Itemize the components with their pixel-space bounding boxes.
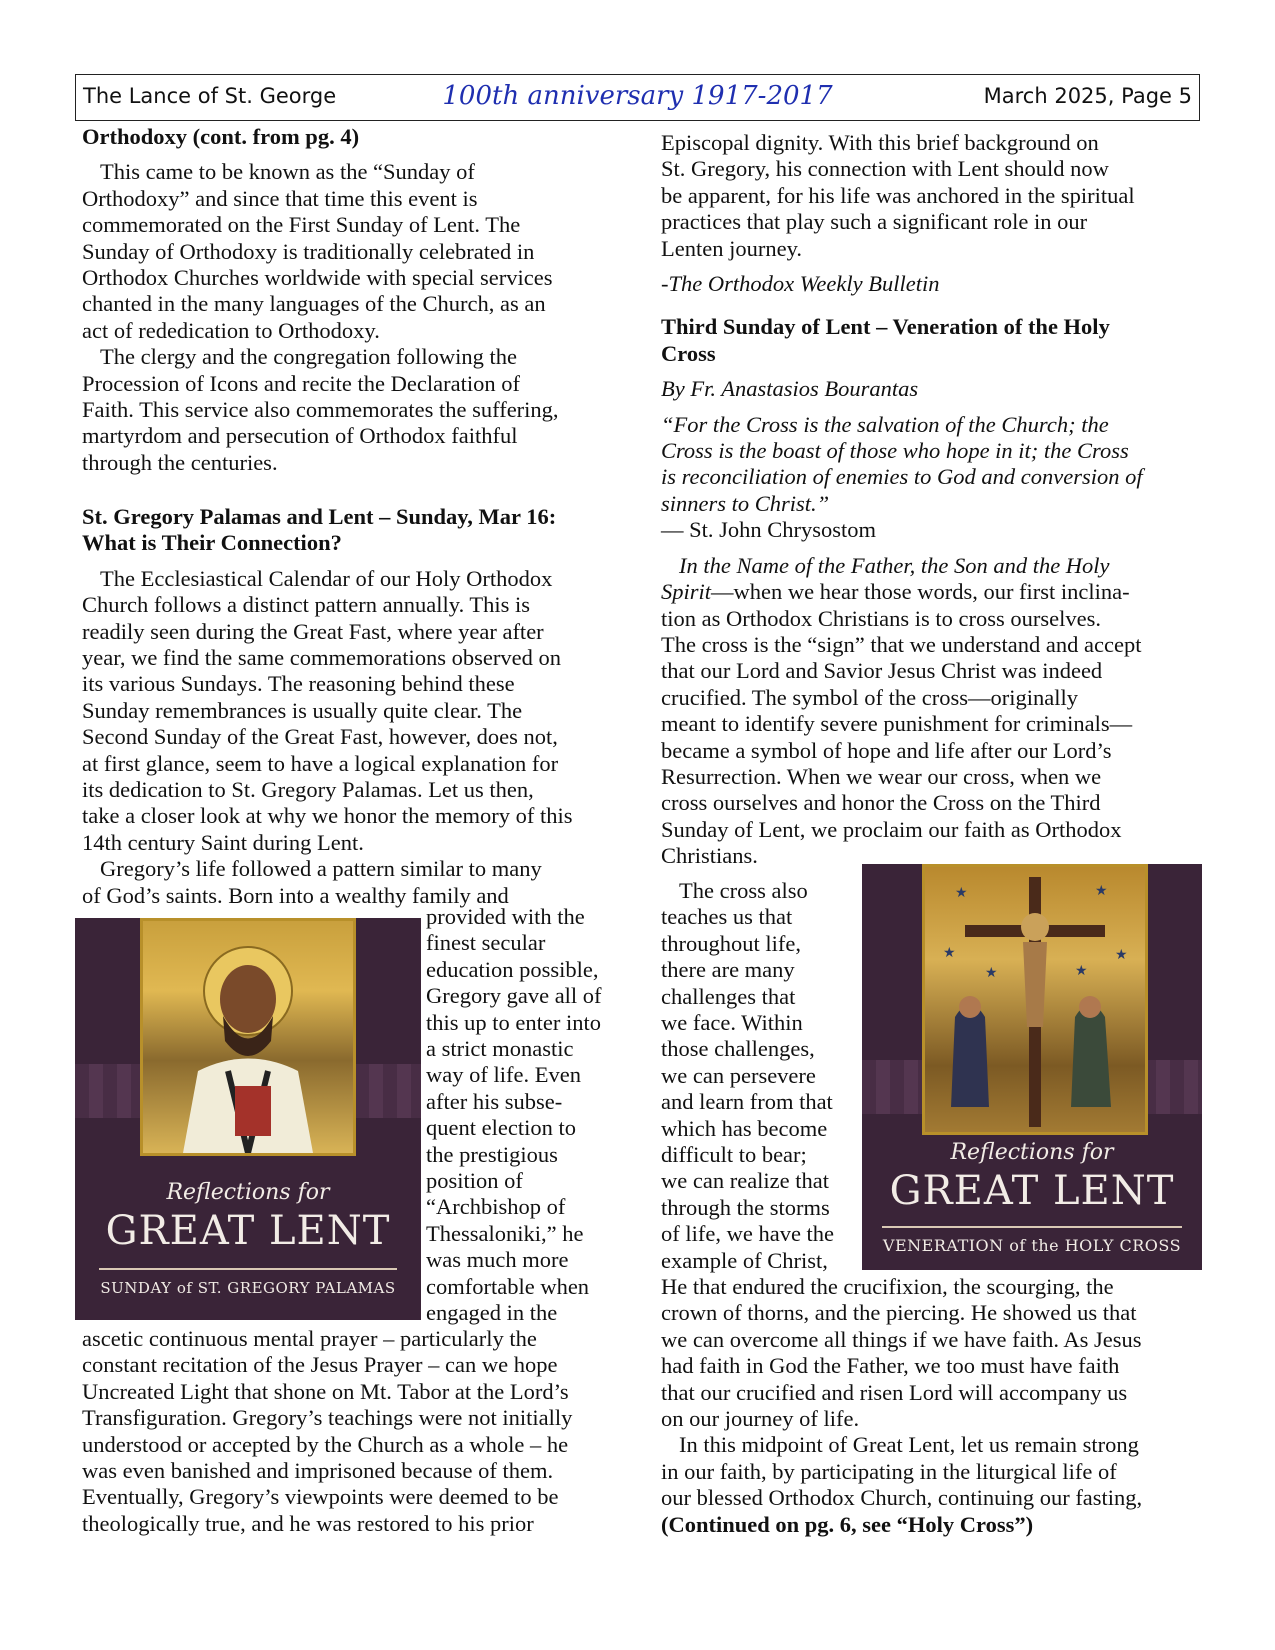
holy-cross-book-cover [862, 864, 1202, 1270]
svg-text:★: ★ [943, 946, 956, 961]
svg-text:★: ★ [1095, 884, 1108, 899]
chrysostom-quote: “For the Cross is the salvation of the Church; the Cross is the boast of those who hope in it; the Cross is reconciliation of enemies to God and conversion of sinners to Christ.” [661, 411, 1143, 516]
cover-reflections-label: Reflections for [950, 1140, 1114, 1165]
gregory-paragraph-2-top: Gregory’s life followed a pattern similar to many of God’s saints. Born into a wealthy family and [82, 856, 542, 908]
cross-figure-icon [925, 867, 1145, 1132]
issue-page: March 2025, Page 5 [983, 84, 1192, 108]
cross-wrap-text: The cross also teaches us that throughout life, there are many challenges that we face. Within those challenges, we can persevere and learn from that which has become difficult to bear; we can realize that through the storms of life, we have the example of Christ, [661, 878, 835, 1273]
cover-divider [882, 1226, 1182, 1228]
gregory-paragraph-1: The Ecclesiastical Calendar of our Holy Orthodox Church follows a distinct pattern annually. This is readily seen during the Great Fast, where year after year, we find the same commemorations observed on its various Sundays. The reasoning behind these Sunday remembrances is usually quite clear. The Second Sunday of the Great Fast, however, does not, at first glance, seem to have a logical explanation for its dedication to St. Gregory Palamas. Let us then, take a closer look at why we honor the memory of this 14th century Saint during Lent. [82, 565, 573, 855]
gregory-heading: St. Gregory Palamas and Lent – Sunday, Mar 16: What is Their Connection? [82, 504, 557, 556]
cover-title: GREAT LENT [105, 1208, 391, 1254]
crucifixion-icon-image [922, 864, 1148, 1135]
cross-bottom-text: He that endured the crucifixion, the scourging, the crown of thorns, and the piercing. He showed us that we can overcome all things if we have faith. As Jesus had faith in God the Father, we too must have faith that our crucified and risen Lord will accompany us on our journey of life. In this midpoint of Great Lent, let us remain strong in our faith, by participating in the liturgical life of our blessed Orthodox Church, continuing our fasting, (Continued on pg. 6, see “Holy Cross”) [661, 1274, 1209, 1538]
svg-text:★: ★ [1115, 948, 1128, 963]
right-column-top [661, 130, 1209, 870]
cover-divider [99, 1268, 397, 1270]
gregory-article [82, 504, 627, 909]
quote-author: — St. John Chrysostom [661, 517, 877, 543]
byline: By Fr. Anastasios Bourantas [661, 376, 919, 402]
st-gregory-icon-image [140, 918, 356, 1156]
svg-text:★: ★ [955, 886, 968, 901]
cover-subtitle: VENERATION of the HOLY CROSS [882, 1236, 1182, 1255]
svg-text:★: ★ [1075, 964, 1088, 979]
cover-subtitle: SUNDAY of ST. GREGORY PALAMAS [100, 1279, 396, 1297]
gregory-wrap-text: provided with the finest secular education possible, Gregory gave all of this up to enter into a strict monastic way of life. Even after his subse- quent election to the prestigious position of “Archbishop of Thessaloniki,” he was much more comfortable when engaged in the [426, 904, 602, 1326]
gregory-conclusion: Episcopal dignity. With this brief background on St. Gregory, his connection with Lent should now be apparent, for his life was anchored in the spiritual practices that play such a significant role in our Lenten journey. [661, 130, 1135, 261]
svg-text:★: ★ [985, 966, 998, 981]
left-column-top [82, 124, 627, 476]
article-source: -The Orthodox Weekly Bulletin [661, 271, 940, 297]
saint-figure-icon [143, 921, 353, 1153]
cover-reflections-label: Reflections for [166, 1180, 330, 1205]
continued-heading: Orthodoxy (cont. from pg. 4) [82, 124, 360, 149]
cover-title: GREAT LENT [889, 1168, 1175, 1214]
gregory-bottom-text: ascetic continuous mental prayer – particularly the constant recitation of the Jesus Prayer – can we hope Uncreated Light that shone on Mt. Tabor at the Lord’s Transfiguration. Gregory’s teachings were not initially understood or accepted by the Church as a whole – he was even banished and imprisoned because of them. Eventually, Gregory’s viewpoints were deemed to be theologically true, and he was restored to his prior [82, 1326, 573, 1536]
cross-paragraph-final: In this midpoint of Great Lent, let us remain strong in our faith, by participating in the liturgical life of our blessed Orthodox Church, continuing our fasting, [661, 1432, 1143, 1511]
page-header [75, 74, 1200, 121]
orthodoxy-paragraph-2: The clergy and the congregation following the Procession of Icons and recite the Declaration of Faith. This service also commemorates the suffering, martyrdom and persecution of Orthodox faithful through the centuries. [82, 344, 559, 475]
orthodoxy-paragraph-1: This came to be known as the “Sunday of Orthodoxy” and since that time this event is commemorated on the First Sunday of Lent. The Sunday of Orthodoxy is traditionally celebrated in Orthodox Churches worldwide with special services chanted in the many languages of the Church, as an act of rededication to Orthodoxy. [82, 159, 553, 343]
anniversary-banner: 100th anniversary 1917-2017 [442, 81, 833, 111]
gregory-palamas-book-cover [75, 918, 421, 1320]
continued-note: (Continued on pg. 6, see “Holy Cross”) [661, 1511, 1034, 1537]
cross-heading: Third Sunday of Lent – Veneration of the Holy Cross [661, 314, 1110, 366]
cross-paragraph-1: In the Name of the Father, the Son and the Holy Spirit—when we hear those words, our first inclina- tion as Orthodox Christians is to cross ourselves. The cross is the “sign” that we understand and accept that our Lord and Savior Jesus Christ was indeed crucified. The symbol of the cross—originally meant to identify severe punishment for criminals— became a symbol of hope and life after our Lord’s Resurrection. When we wear our cross, when we cross ourselves and honor the Cross on the Third Sunday of Lent, we proclaim our faith as Orthodox Christians. [661, 552, 1142, 869]
publication-name: The Lance of St. George [83, 84, 337, 108]
